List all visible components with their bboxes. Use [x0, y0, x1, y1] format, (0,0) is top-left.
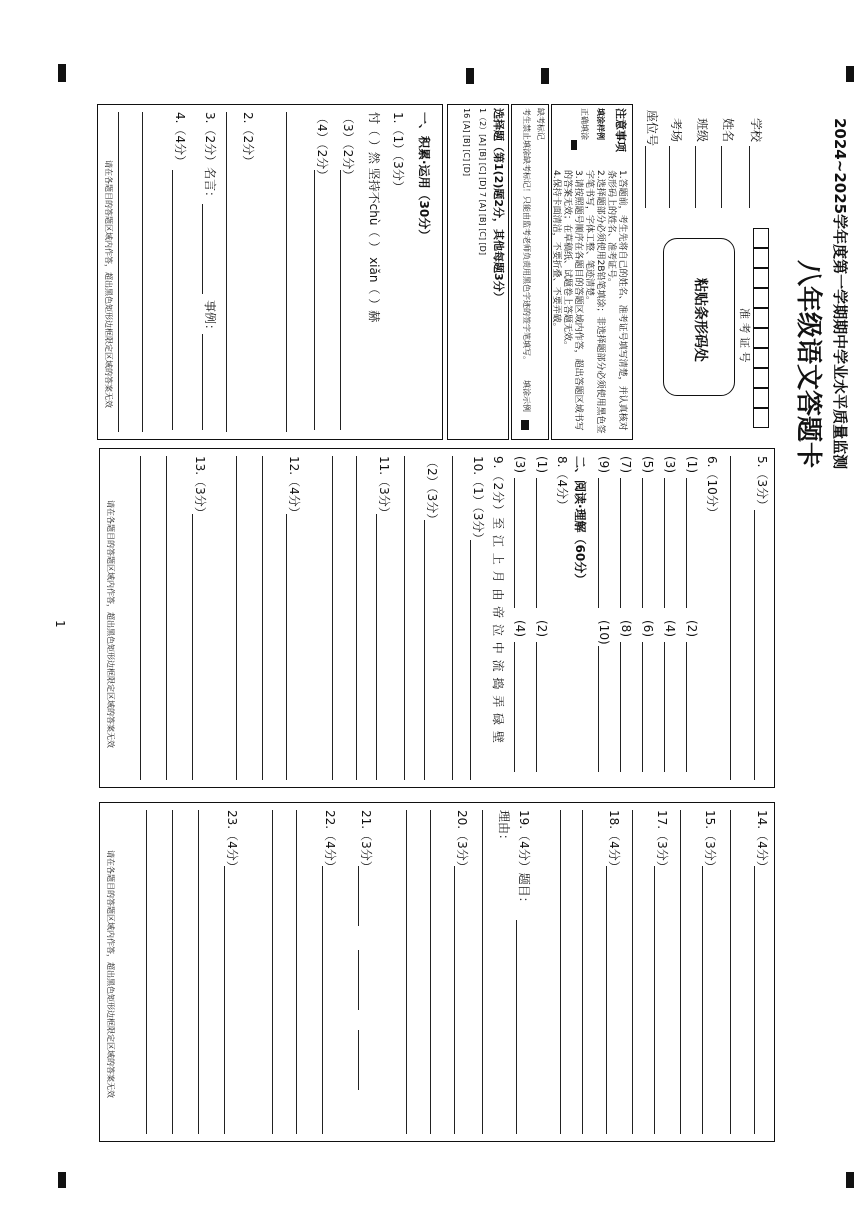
absent-title: 缺考标记: [536, 108, 545, 140]
q14-label: 14.（4分）: [755, 810, 769, 873]
q6-item-10: (10): [597, 620, 611, 645]
exam-title: 2024~2025学年度第一学期期中学业水平质量监测: [831, 118, 849, 470]
q23-label: 23.（4分）: [225, 810, 239, 873]
q1-label: 1.（1）（3分）: [391, 112, 405, 193]
q10-2-label: （2）（3分）: [425, 456, 439, 526]
q22-label: 22.（4分）: [323, 810, 337, 873]
q18-label: 18.（4分）: [607, 810, 621, 873]
barcode-label: 粘贴条形码处: [692, 278, 708, 362]
q8-item-3: (3): [513, 456, 527, 473]
info-school: 学校: [749, 118, 763, 143]
q21-label: 21.（3分）: [359, 810, 373, 873]
q13-label: 13.（3分）: [193, 456, 207, 519]
info-room: 考场: [669, 118, 683, 143]
q1-line[interactable]: 忖（ ）然 坚持不chù（ ） xiǎn（ ）赫: [367, 112, 381, 323]
notice-line-2: 2.选择题部分必须使用2B铅笔填涂；非选择题部分必须使用黑色签字笔书写，字体工整、笔迹清楚。: [584, 170, 605, 434]
q6-item-2: (2): [685, 620, 699, 637]
q1-3-label: （3）（2分）: [341, 112, 355, 182]
q8-item-2: (2): [535, 620, 549, 637]
ticket-number-label: 准 考 证 号: [738, 308, 751, 363]
choice-row-2[interactable]: 16 [A] [B] [C] [D]: [462, 108, 471, 177]
q6-item-6: (6): [641, 620, 655, 637]
q12-label: 12.（4分）: [287, 456, 301, 519]
notice-line-1: 1.答题前，考生先将自己的姓名、准考证号填写清楚，并认真核对条形码上的姓名、准考证号。: [606, 170, 627, 431]
footer-note-2: 请在各题目的答题区域内作答，超出黑色矩形边框限定区域的答案无效: [106, 500, 115, 748]
section-right-box: [99, 802, 775, 1142]
absent-text: 考生禁止填涂缺考标记！只能由监考老师负责用黑色字迹的签字笔填写。: [522, 108, 531, 364]
q10-label: 10.（1）（3分）: [471, 456, 485, 545]
q8-label: 8.（4分）: [555, 456, 569, 512]
q6-item-5: (5): [641, 456, 655, 473]
q8-item-4: (4): [513, 620, 527, 637]
q3-example-label: 事例：: [203, 300, 217, 337]
q1-4-label: （4）（2分）: [315, 112, 329, 182]
absent-mark[interactable]: [521, 420, 529, 430]
footer-note-3: 请在各题目的答题区域内作答，超出黑色矩形边框限定区域的答案无效: [106, 850, 115, 1098]
info-class: 班级: [695, 118, 709, 143]
q5-label: 5.（3分）: [755, 456, 769, 512]
q6-item-7: (7): [619, 456, 633, 473]
q6-label: 6.（10分）: [705, 456, 719, 519]
notice-title: 注意事项: [614, 108, 627, 152]
section2-title: 二、阅读·理解（60分）: [573, 456, 587, 586]
notice-line-3: 3.请按照题号顺序在各题目的答题区域内作答，超出答题区域书写的答案无效；在草稿纸、试题卷上答题无效。: [562, 170, 583, 431]
q3-label: 3.（2分）名言：: [203, 112, 217, 204]
fill-sample-label: 填涂样例: [596, 108, 605, 140]
q6-item-1: (1): [685, 456, 699, 473]
q6-item-9: (9): [597, 456, 611, 473]
q6-item-8: (8): [619, 620, 633, 637]
q20-label: 20.（3分）: [455, 810, 469, 873]
page-number: 1: [53, 620, 67, 628]
q6-item-4: (4): [663, 620, 677, 637]
footer-note-1: 请在各题目的答题区域内作答，超出黑色矩形边框限定区域的答案无效: [104, 160, 113, 408]
info-name: 姓名: [721, 118, 735, 143]
sheet-title: 八年级语文答题卡: [793, 260, 823, 469]
q6-item-3: (3): [663, 456, 677, 473]
q4-label: 4.（4分）: [173, 112, 187, 168]
q11-label: 11.（3分）: [377, 456, 391, 519]
q15-label: 15.（3分）: [703, 810, 717, 873]
choice-title: 选择题（第1(2)题2分，其他每题3分）: [492, 108, 505, 303]
q8-item-1: (1): [535, 456, 549, 473]
q2-label: 2.（2分）: [241, 112, 255, 168]
section1-title: 一、积累·运用（30分）: [417, 112, 431, 242]
q19-label: 19.（4分）题目：: [517, 810, 531, 909]
q19-reason-label: 理由：: [497, 810, 511, 847]
q9-label: 9.（2分）至 江 上 月 由 帝 泣 中 流 捣 弄 碌 壁: [491, 456, 505, 744]
fill-correct-label: 正确填涂: [580, 108, 589, 140]
q17-label: 17.（3分）: [655, 810, 669, 873]
info-seat: 座位号: [645, 110, 659, 147]
notice-line-4: 4.保持卡面清洁，不要折叠、不要弄破。: [551, 170, 561, 332]
fill-sample-mark: [571, 140, 577, 150]
choice-row-1[interactable]: 1（2）[A] [B] [C] [D] 7 [A] [B] [C] [D]: [478, 108, 487, 255]
example-label: 填涂示例: [522, 380, 531, 412]
